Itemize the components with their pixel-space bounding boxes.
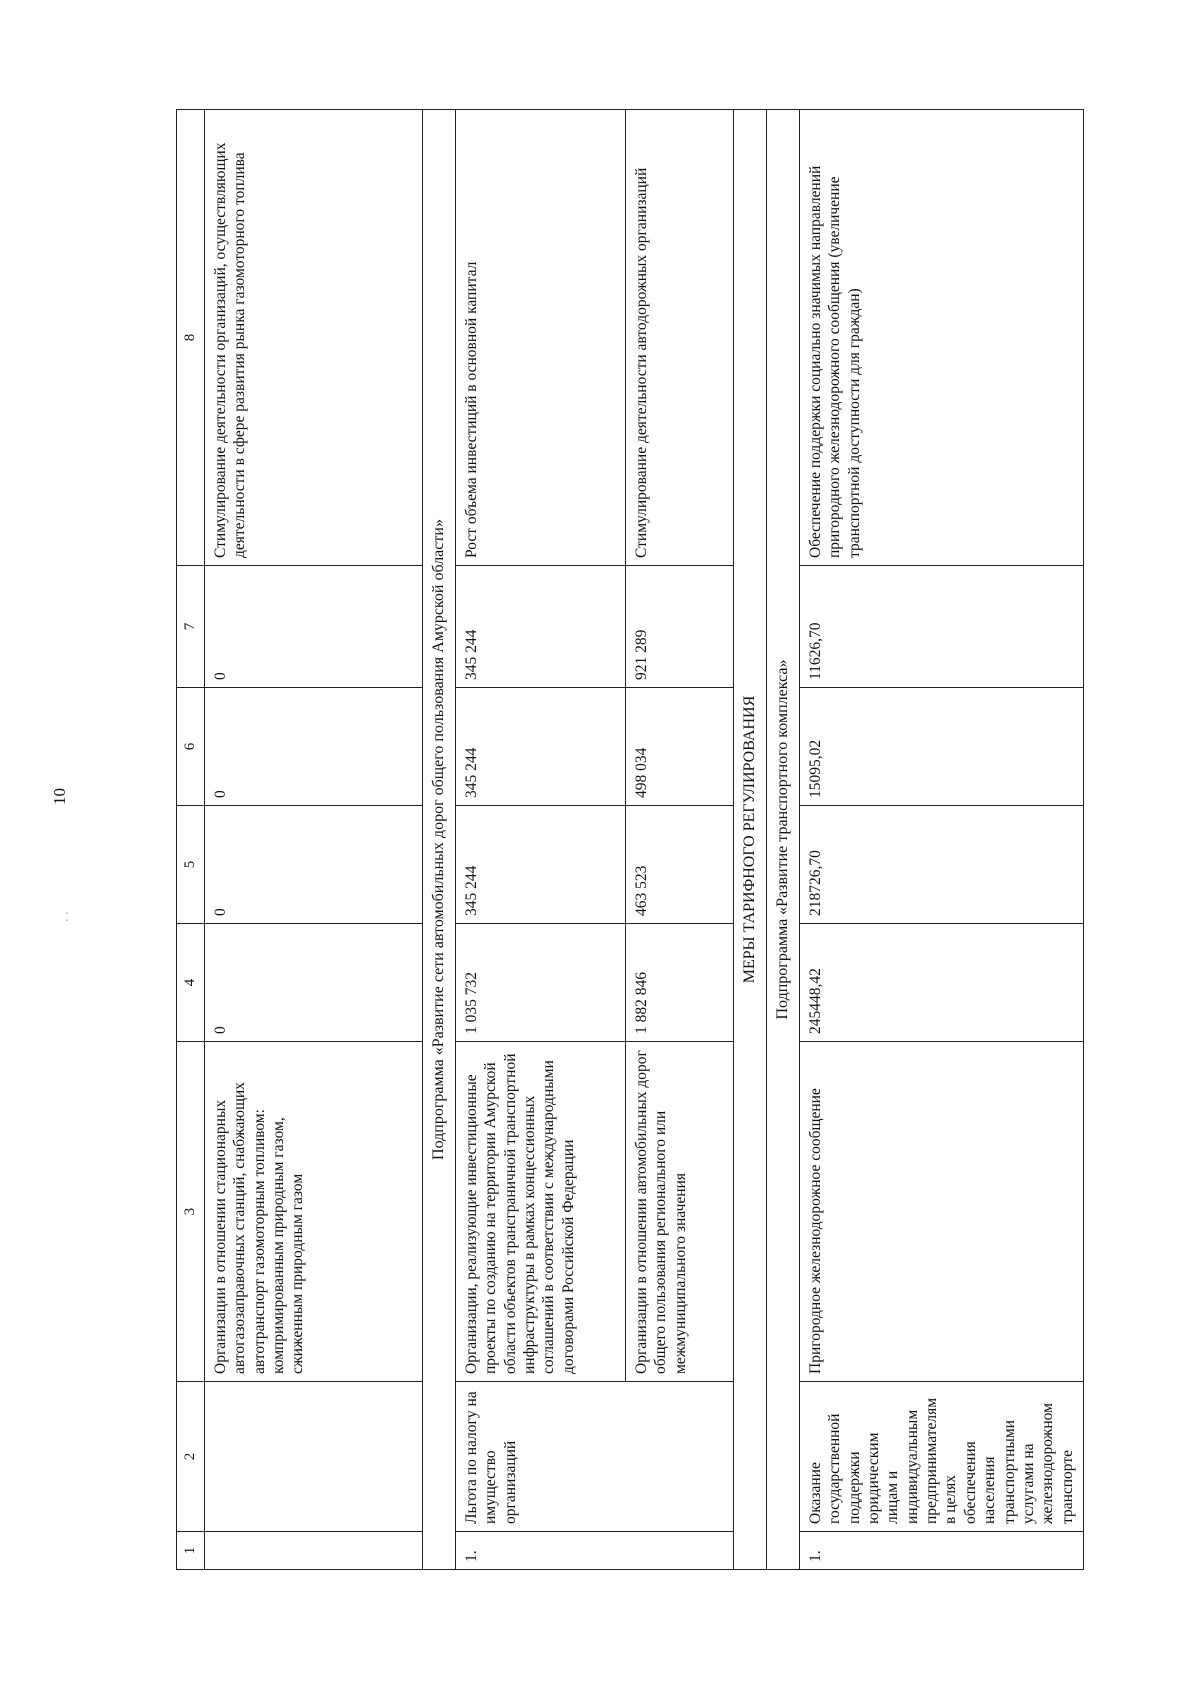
cell-goal: Стимулирование деятельности организаций, осуществляющих деятельности в сфере развития рынка газомоторного топлива: [204, 110, 422, 566]
cell-value: 463 523: [625, 806, 733, 924]
cell-measure-name: Оказание государственной поддержки юридическим лицам и индивидуальным предпринимателям в целях обеспечения населения транспортными услугами на железнодорожном транспорте: [799, 1382, 1083, 1532]
column-header: 3: [177, 1042, 205, 1382]
table-container: [176, 110, 1084, 1570]
cell-value: 0: [204, 806, 422, 924]
cell-number: 1.: [455, 1532, 733, 1570]
column-header: 7: [177, 566, 205, 688]
table-row: [455, 110, 625, 1570]
cell-value: 1 035 732: [455, 924, 625, 1042]
cell-value: 498 034: [625, 688, 733, 806]
cell-organization: Организации, реализующие инвестиционные проекты по созданию на территории Амурской области объектов трансграничной транспортной инфраструктуры в рамках концессионных соглашений в соответствии с международными договорами Российской Федерации: [455, 1042, 625, 1382]
cell-organization: Организации в отношении стационарных автогазозаправочных станций, снабжающих автотранспорт газомоторным топливом: компримированным природным газом, сжиженным природным газом: [204, 1042, 422, 1382]
cell-goal: Стимулирование деятельности автодорожных организаций: [625, 110, 733, 566]
table-row: [625, 110, 733, 1570]
cell-organization: Пригородное железнодорожное сообщение: [799, 1042, 1083, 1382]
subprogram-row: [422, 110, 455, 1570]
column-numbers-row: [177, 110, 205, 1570]
cell-empty: [204, 1382, 422, 1532]
subprogram-heading: Подпрограмма «Развитие транспортного комплекса»: [766, 110, 799, 1570]
cell-goal: Обеспечение поддержки социально значимых направлений пригородного железнодорожного сообщения (увеличение транспортной доступности для граждан): [799, 110, 1083, 566]
cell-value: 345 244: [455, 688, 625, 806]
column-header: 1: [177, 1532, 205, 1570]
column-header: 2: [177, 1382, 205, 1532]
column-header: 8: [177, 110, 205, 566]
subprogram-heading: Подпрограмма «Развитие сети автомобильных дорог общего пользования Амурской области»: [422, 110, 455, 1570]
cell-goal: Рост объема инвестиций в основной капитал: [455, 110, 625, 566]
cell-value: 345 244: [455, 806, 625, 924]
table-row: [204, 110, 422, 1570]
cell-value: 11626,70: [799, 566, 1083, 688]
cell-organization: Организации в отношении автомобильных дорог общего пользования регионального или межмуниципального значения: [625, 1042, 733, 1382]
cell-measure-name: Льгота по налогу на имущество организаций: [455, 1382, 733, 1532]
cell-value: 1 882 846: [625, 924, 733, 1042]
section-heading: МЕРЫ ТАРИФНОГО РЕГУЛИРОВАНИЯ: [733, 110, 766, 1570]
column-header: 6: [177, 688, 205, 806]
cell-value: 218726,70: [799, 806, 1083, 924]
cell-value: 0: [204, 688, 422, 806]
tax-measures-table: [176, 109, 1084, 1570]
cell-value: 15095,02: [799, 688, 1083, 806]
column-header: 5: [177, 806, 205, 924]
cell-empty: [204, 1532, 422, 1570]
column-header: 4: [177, 924, 205, 1042]
cell-value: 245448,42: [799, 924, 1083, 1042]
cell-value: 921 289: [625, 566, 733, 688]
cell-value: 0: [204, 924, 422, 1042]
subprogram-row: [766, 110, 799, 1570]
table-row: [799, 110, 1083, 1570]
cell-number: 1.: [799, 1532, 1083, 1570]
cell-value: 0: [204, 566, 422, 688]
scan-specks: ⁚: [65, 910, 69, 924]
cell-value: 345 244: [455, 566, 625, 688]
page-number: 10: [50, 788, 69, 805]
section-row: [733, 110, 766, 1570]
